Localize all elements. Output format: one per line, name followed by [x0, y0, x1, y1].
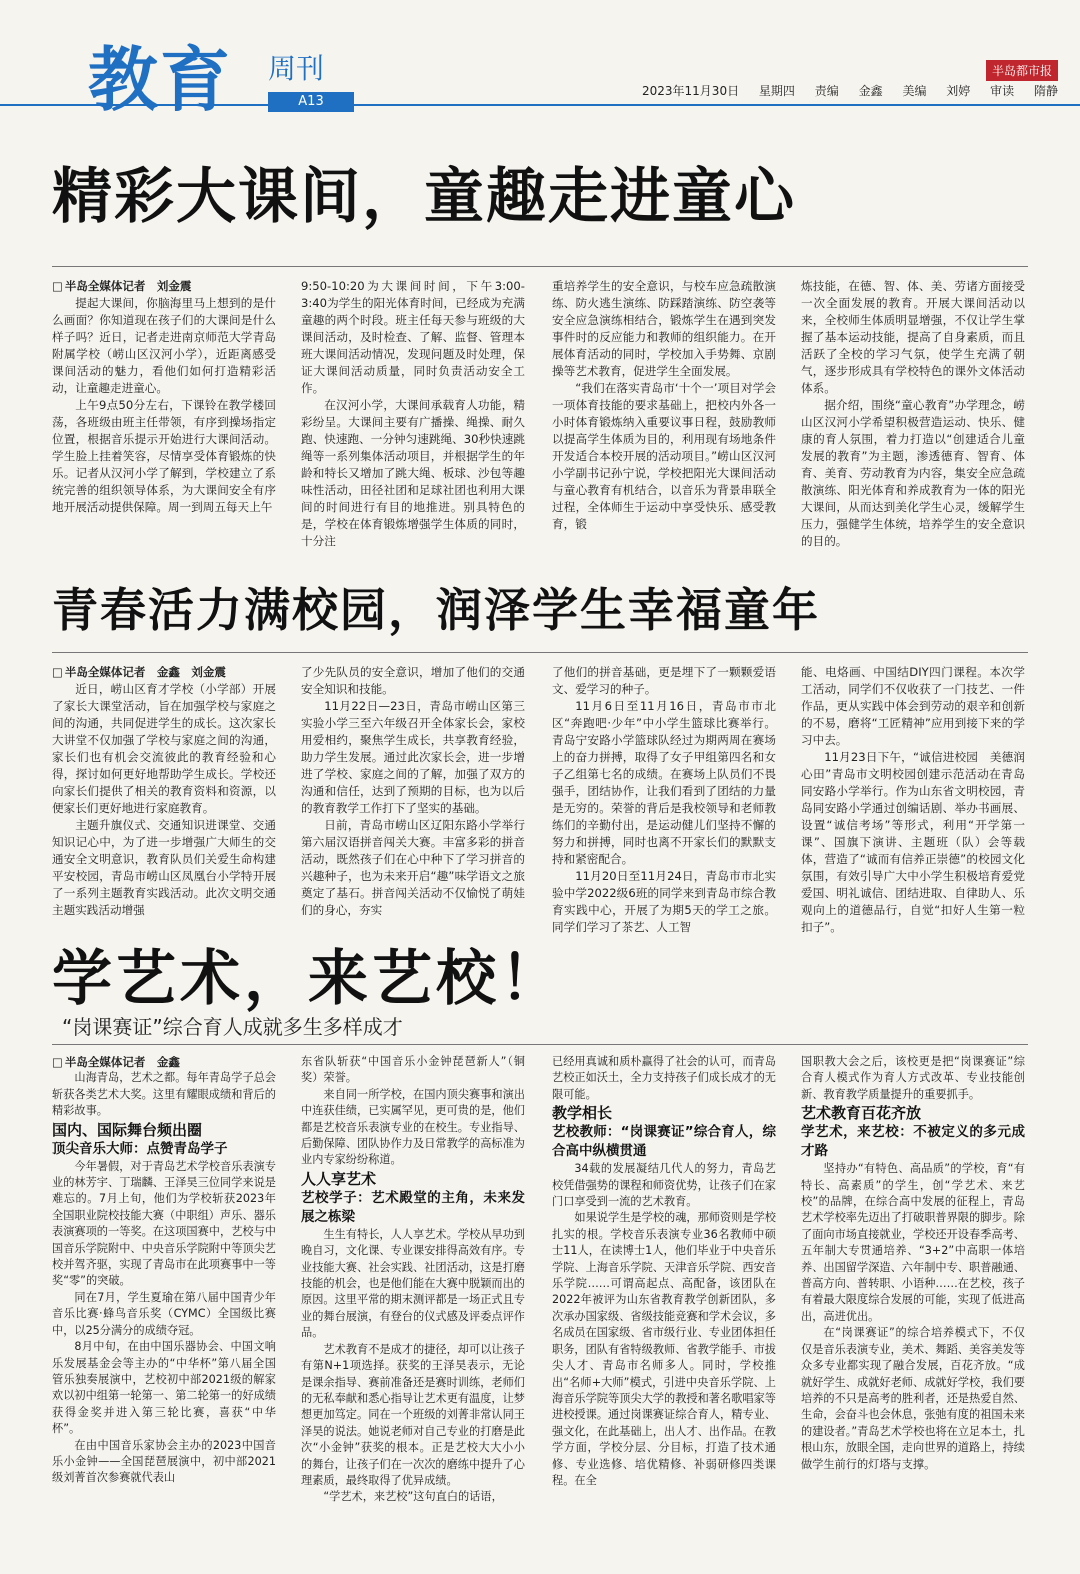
article3-subhead-secondary: 学艺术，来艺校：不被定义的多元成才路 [801, 1124, 1025, 1160]
article3-paragraph: 在“岗课赛证”的综合培养模式下，不仅仅是音乐表演专业，美术、舞蹈、美容美发等众多专业都实现了融合发展，百花齐放。“成就好学生、成就好老师、成就好学校，我们要培养的不只是高考的胜利者，还是热爱自然、生命，会奋斗也会休息，张弛有度的祖国未来的建设者。”青岛艺术学校也将在立足本土，扎根山东，放眼全国，走向世界的道路上，持续做学生前行的灯塔与支撑。 [801, 1326, 1025, 1471]
article3-paragraph: 国职教大会之后，该校更是把“岗课赛证”综合育人模式作为育人方式改革、专业技能创新、教育教学质量提升的重要抓手。 [801, 1055, 1025, 1101]
editor-label: 责编 [814, 84, 839, 98]
article2-headline: 青春活力满校园，润泽学生幸福童年 [52, 583, 820, 637]
article3-subhead-secondary: 艺校学子：艺术殿堂的主角，未来发展之栋梁 [301, 1189, 525, 1225]
article1-paragraph: 上午9点50分左右，下课铃在教学楼回荡，各班级由班主任带领，有序到操场指定位置，根据音乐提示开始进行大课间活动。学生脸上挂着笑容，尽情享受体育锻炼的快乐。记者从汉河小学了解到，学校建立了系统完善的组织领导体系，为大课间安全有序地开展活动提供保障。周一到周五每天上午 [52, 398, 276, 514]
designer-label: 美编 [902, 84, 927, 98]
article3-col3 [552, 1054, 776, 1489]
designer-name: 刘婷 [946, 84, 971, 98]
article3-paragraph: “学艺术，来艺校”这句直白的话语， [323, 1490, 503, 1504]
article2-paragraph: 了少先队员的安全意识，增加了他们的交通安全知识和技能。 [301, 665, 525, 696]
issue-meta [634, 82, 1058, 99]
article1-paragraph: 在汉河小学，大课间承载育人功能，精彩纷呈。大课间主要有广播操、绳操、耐久跑、快速跑、一分钟匀速跳绳、30秒快速跳绳等一系列集体活动项目，并根据学生的年龄和特长又增加了跳大绳、板球、沙包等趣味性活动，田径社团和足球社团也利用大课间的时间进行有目的地推进。别具特色的是，学校在体育锻炼增强学生体质的同时，十分注 [301, 398, 525, 548]
article3-byline: □ 半岛全媒体记者 金鑫 [52, 1054, 276, 1070]
article2-paragraph: 近日，崂山区育才学校（小学部）开展了家长大课堂活动，旨在加强学校与家庭之间的沟通，共同促进学生的成长。这次家长大讲堂不仅加强了学校与家庭之间的沟通，家长们也有机会交流彼此的教育经验和心得，探讨如何更好地帮助学生成长。学校还向家长们提供了相关的教育资料和资源，以便家长们更好地进行家庭教育。 [52, 682, 276, 815]
article1-paragraph: 重培养学生的安全意识，与校车应急疏散演练、防火逃生演练、防踩踏演练、防空袭等安全应急演练相结合，锻炼学生在遇到突发事件时的反应能力和教师的组织能力。在开展体育活动的同时，学校加入手势舞、京剧操等艺术教育，促进学生全面发展。 [552, 279, 776, 378]
article2-col3 [552, 664, 776, 936]
article2-col4 [801, 664, 1025, 936]
article3-paragraph: 如果说学生是学校的魂，那师资则是学校扎实的根。学校音乐表演专业36名教师中硕士11人，在读博士1人，他们毕业于中央音乐学院、上海音乐学院、天津音乐学院、西安音乐学院……可谓高起点、高配备，该团队在2022年被评为山东省教育教学创新团队，多次承办国家级、省级技能竞赛和学术会议，多名成员在国家级、省市级行业、专业团体担任职务，团队有省特级教师、省教学能手、市拔尖人才、青岛市名师多人。同时，学校推出“名师+大师”模式，引进中央音乐学院、上海音乐学院等顶尖大学的教授和著名歌唱家等进校授课。通过岗课赛证综合育人，精专业、强文化，在此基础上，出人才、出作品。在教学方面，学校分层、分目标，打造了技术通修、专业选修、培优精修、补弱研修四类课程。在全 [552, 1211, 776, 1487]
article3-subhead: 人人享艺术 [301, 1169, 377, 1188]
weekly-label: 周刊 [268, 52, 325, 85]
article2-col1 [52, 664, 276, 919]
article3-paragraph: 坚持办“有特色、高品质”的学校，育“有特长、高素质”的学生，创“学艺术、来艺校”的品牌，在综合高中发展的征程上，青岛艺术学校率先迈出了打破职普界限的脚步。除了面向市场直接就业，学校还开设春季高考、五年制大专贯通培养、“3+2”中高职一体培养、出国留学深造、六年制中专、职普融通、普高方向、普转职、小语种……在艺校，孩子有着最大限度综合发展的可能，实现了低进高出，高进优出。 [801, 1162, 1025, 1323]
article2-col2 [301, 664, 525, 919]
section-title: 教育 [88, 39, 232, 121]
article2-paragraph: 11月6日至11月16日，青岛市市北区“奔跑吧·少年”中小学生篮球比赛举行。青岛宁安路小学篮球队经过为期两周在赛场上的奋力拼搏，取得了女子甲组第四名和女子乙组第七名的成绩。在赛场上队员们不畏强手，团结协作，让我们看到了团结的力量是无穷的。荣誉的背后是我校领导和老师教练们的辛勤付出，是运动健儿们坚持不懈的努力和拼搏，同时也离不开家长们的默默支持和紧密配合。 [552, 699, 776, 866]
article2-paragraph: 能、电烙画、中国结DIY四门课程。本次学工活动，同学们不仅收获了一门技艺、一件作品，更从实践中体会到劳动的艰辛和创新的不易，磨将“工匠精神”应用到接下来的学习中去。 [801, 665, 1025, 747]
editor-name: 金鑫 [858, 84, 883, 98]
article3-subhead-secondary: 顶尖音乐大师：点赞青岛学子 [52, 1140, 228, 1157]
article2-paragraph: 11月23日下午，“诚信进校园 美德润心田”青岛市文明校园创建示范活动在青岛同安路小学举行。作为山东省文明校园，青岛同安路小学通过创编话剧、举办书画展、设置“诚信考场”等形式，利用“开学第一课”、国旗下演讲、主题班（队）会等载体，营造了“诚而有信养正崇德”的校园文化氛围，有效引导广大中小学生积极培育爱党爱国、明礼诚信、团结进取、自律助人、乐观向上的道德品行，自觉“扣好人生第一粒扣子”。 [801, 750, 1025, 934]
article1-col3 [552, 278, 776, 533]
article1-paragraph: 炼技能，在德、智、体、美、劳诸方面接受一次全面发展的教育。开展大课间活动以来，全校师生体质明显增强，不仅让学生掌握了基本运动技能，提高了自身素质，而且活跃了全校的学习气氛，使学生充满了朝气，逐步形成具有学校特色的课外文体活动体系。 [801, 279, 1025, 395]
paper-logo: 半岛都市报 [986, 60, 1058, 81]
page-code: A13 [268, 92, 354, 112]
article3-paragraph: 今年暑假，对于青岛艺术学校音乐表演专业的林芳宇、丁瑞麟、王泽昊三位同学来说是难忘的。7月上旬，他们为学校斩获2023年全国职业院校技能大赛（中职组）声乐、器乐表演赛项的一等奖。在这项国赛中，艺校与中国音乐学院附中、中央音乐学院附中等顶尖艺校并驾齐驱，实现了青岛市在此项赛事中一等奖“零”的突破。 [52, 1159, 276, 1288]
article1-rule [52, 266, 1028, 267]
article3-paragraph: 已经用真诚和质朴赢得了社会的认可，而青岛艺校正如沃土，全力支持孩子们成长成才的无限可能。 [552, 1055, 776, 1101]
article1-paragraph: 9:50-10:20为大课间时间，下午3:00-3:40为学生的阳光体育时间，已经成为充满童趣的两个时段。班主任每天参与班级的大课间活动，及时检查、了解、监督、管理本班大课间活动情况，发现问题及时处理，保证大课间活动质量，同时负责活动安全工作。 [301, 279, 525, 395]
article3-paragraph: 8月中旬，在由中国乐器协会、中国文响乐发展基金会等主办的“中华杯”第八届全国管乐独奏展演中，艺校初中部2021级的解家欢以初中组第一轮第一、第二轮第一的好成绩获得金奖并进入第三轮比赛，喜获“中华杯”。 [52, 1340, 276, 1436]
article2-rule [52, 652, 1028, 653]
article3-paragraph: 东省队斩获“中国音乐小金钟琵琶新人”（铜奖）荣誉。 [301, 1055, 525, 1085]
article3-headline: 学艺术，来艺校！ [52, 944, 564, 1014]
article3-subheadline: “岗课赛证”综合育人成就多生多样成才 [62, 1015, 403, 1039]
article3-subhead: 国内、国际舞台频出圈 [52, 1120, 203, 1139]
article1-paragraph: 据介绍，围绕“童心教育”办学理念，崂山区汉河小学希望积极营造运动、快乐、健康的育人氛围，着力打造以“创建适合儿童发展的教育”为主题，渗透德育、智育、体育、美育、劳动教育为内容，集安全应急疏散演练、阳光体育和养成教育为一体的阳光大课间，从而达到美化学生心灵，缓解学生压力，强健学生体统，培养学生的安全意识的目的。 [801, 398, 1025, 548]
article2-paragraph: 主题升旗仪式、交通知识进课堂、交通知识记心中，为了进一步增强广大师生的交通安全文明意识，教育队员们关爱生命构建平安校园，青岛市崂山区凤凰台小学特开展了一系列主题教育实践活动。此次文明交通主题实践活动增强 [52, 818, 276, 917]
article3-paragraph: 来自同一所学校，在国内顶尖赛事和演出中连获佳绩，已实属罕见，更可贵的是，他们都是艺校音乐表演专业的在校生。专业指导、后勤保障、团队协作力及日常教学的高标准为业内专家纷纷称道。 [301, 1087, 525, 1167]
article3-intro: 山海青岛，艺术之都。每年青岛学子总会斩获各类艺术大奖。这里有耀眼成绩和背后的精彩故事。 [52, 1071, 276, 1118]
proofreader-name: 隋静 [1033, 84, 1058, 98]
article1-headline: 精彩大课间，童趣走进童心 [52, 162, 796, 232]
article1-paragraph: 提起大课间，你脑海里马上想到的是什么画面？你知道现在孩子们的大课间是什么样子吗？近日，记者走进南京师范大学青岛附属学校（崂山区汉河小学），近距离感受课间活动的魅力，看他们如何打造精彩活动，让童趣走进童心。 [52, 296, 276, 395]
article3-subhead: 教学相长 [552, 1104, 613, 1123]
article3-rule [52, 1044, 1028, 1045]
article3-paragraph: 在由中国音乐家协会主办的2023中国音乐小金钟——全国琵琶展演中，初中部2021级刘菁首次参赛就代表山 [52, 1438, 276, 1485]
article2-paragraph: 11月22日—23日，青岛市崂山区第三实验小学三至六年级召开全体家长会，家校用爱相约，聚焦学生成长，共享教育经验，助力学生发展。通过此次家长会，进一步增进了学校、家庭之间的了解，加强了双方的沟通和信任，达到了预期的目标，也为以后的教育教学工作打下了坚实的基础。 [301, 699, 525, 815]
proof-label: 审读 [990, 84, 1015, 98]
article3-paragraph: 同在7月，学生夏瑜在第八届中国青少年音乐比赛·蜂鸟音乐奖（CYMC）全国级比赛中，以25分满分的成绩夺冠。 [52, 1290, 276, 1337]
article1-col4 [801, 278, 1025, 550]
article3-col4 [801, 1054, 1025, 1473]
article3-subhead: 艺术教育百花齐放 [801, 1104, 922, 1123]
article3-paragraph: 34载的发展凝结几代人的努力，青岛艺校凭借强势的课程和师资优势，让孩子们在家门口享受到一流的艺术教育。 [552, 1162, 776, 1209]
article1-byline: □ 半岛全媒体记者 刘金震 [52, 278, 276, 295]
issue-weekday: 星期四 [758, 84, 795, 98]
article3-paragraph: 艺术教育不是成才的捷径，却可以让孩子有第N+1项选择。获奖的王泽昊表示，无论是课余指导、赛前准备还是赛时训练，老师们的无私奉献和悉心指导让艺术更有温度，让梦想更加笃定。同在一个班级的刘菁非常认同王泽昊的说法。她说老师对自己专业的打磨是此次“小金钟”获奖的根本。正是艺校大大小小的舞台，让孩子们在一次次的磨练中提升了心理素质，最终取得了优异成绩。 [301, 1342, 525, 1487]
article2-paragraph: 11月20日至11月24日，青岛市市北实验中学2022级6班的同学来到青岛市综合教育实践中心，开展了为期5天的学工之旅。同学们学习了茶艺、人工智 [552, 869, 776, 934]
article2-paragraph: 日前，青岛市崂山区辽阳东路小学举行第六届汉语拼音闯关大赛。丰富多彩的拼音活动，既然孩子们在心中种下了学习拼音的兴趣种子，也为未来开启“趣”味学语文之旅奠定了基石。拼音闯关活动不仅愉悦了萌娃们的身心，夯实 [301, 818, 525, 917]
article2-paragraph: 了他们的拼音基础，更是埋下了一颗颗爱语文、爱学习的种子。 [552, 665, 776, 696]
issue-date: 2023年11月30日 [642, 84, 740, 98]
article2-byline: □ 半岛全媒体记者 金鑫 刘金震 [52, 664, 276, 681]
article3-subhead-secondary: 艺校教师：“岗课赛证”综合育人，综合高中纵横贯通 [552, 1124, 776, 1160]
article1-col1 [52, 278, 276, 516]
article3-paragraph: 生生有特长，人人享艺术。学校从早功到晚自习，文化课、专业课安排得高效有序。专业技能大赛、社会实践、社团活动，这是打磨技能的机会，也是他们能在大赛中脱颖而出的原因。这里平常的期末测评都是一场正式且专业的舞台展演，有登台的仪式感及评委点评作品。 [301, 1227, 525, 1340]
article1-col2 [301, 278, 525, 550]
article3-col1 [52, 1054, 276, 1487]
article1-paragraph: “我们在落实青岛市‘十个一’项目对学会一项体育技能的要求基础上，把校内外各一小时体育锻炼纳入重要议事日程，鼓励教师以提高学生体质为目的，利用现有场地条件开发适合本校开展的活动项目。”崂山区汉河小学副书记孙宁说，学校把阳光大课间活动与童心教育有机结合，以音乐为背景串联全过程，全体师生于运动中享受快乐、感受教育，锻 [552, 381, 776, 531]
article3-col2 [301, 1054, 525, 1506]
